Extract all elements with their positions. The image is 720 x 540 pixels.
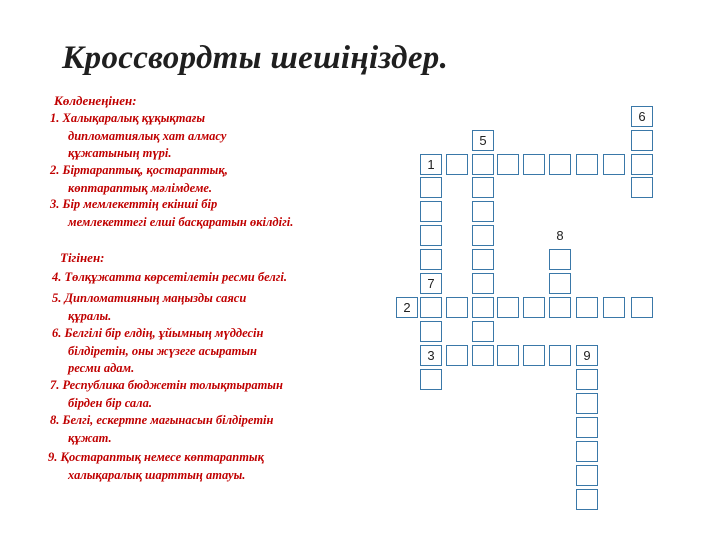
crossword-cell[interactable]	[549, 273, 571, 294]
crossword-cell[interactable]	[549, 154, 571, 175]
crossword-cell[interactable]	[472, 297, 494, 318]
crossword-cell[interactable]	[420, 321, 442, 342]
crossword-cell[interactable]	[523, 154, 545, 175]
clue-number-7: 7	[427, 276, 435, 291]
clue-number-5: 5	[479, 133, 487, 148]
clue-number-2: 2	[403, 300, 411, 315]
crossword-cell[interactable]	[420, 177, 442, 198]
crossword-cell[interactable]	[549, 345, 571, 366]
crossword-cell[interactable]	[631, 177, 653, 198]
crossword-cell[interactable]	[420, 249, 442, 270]
crossword-cell[interactable]	[446, 154, 468, 175]
crossword-cell[interactable]	[603, 297, 625, 318]
clue-8: 8. Белгі, ескертпе мағынасын білдіретін құжат.	[50, 413, 274, 445]
down-heading: Тігінен:	[60, 250, 105, 265]
crossword-cell[interactable]	[603, 154, 625, 175]
crossword-cell[interactable]	[472, 154, 494, 175]
crossword-cell[interactable]	[446, 345, 468, 366]
crossword-cell[interactable]	[576, 441, 598, 462]
crossword-cell[interactable]	[631, 130, 653, 151]
clue-5: 5. Дипломатияның маңызды саяси құралы.	[52, 291, 247, 323]
clue-2: 2. Біртараптық, қостараптық, көптараптық мәлімдеме.	[50, 163, 228, 195]
crossword-cell[interactable]	[576, 393, 598, 414]
clue-7: 7. Республика бюджетін толықтыратын бірден бір сала.	[50, 378, 283, 410]
crossword-cell[interactable]	[420, 201, 442, 222]
crossword-cell[interactable]	[472, 177, 494, 198]
crossword-cell[interactable]	[576, 465, 598, 486]
clue-number-8: 8	[556, 228, 564, 243]
crossword-cell[interactable]	[497, 154, 519, 175]
crossword-cell[interactable]	[576, 369, 598, 390]
clue-number-9: 9	[583, 348, 591, 363]
crossword-cell[interactable]	[576, 297, 598, 318]
crossword-cell[interactable]	[472, 321, 494, 342]
crossword-cell[interactable]	[420, 369, 442, 390]
crossword-cell[interactable]	[523, 345, 545, 366]
crossword-cell[interactable]	[576, 489, 598, 510]
crossword-cell[interactable]	[523, 297, 545, 318]
page-title: Кроссвордты шешіңіздер.	[62, 40, 449, 76]
crossword-cell[interactable]	[631, 297, 653, 318]
clue-1: 1. Халықаралық құқықтағы дипломатиялық хат алмасу құжатының түрі.	[50, 111, 227, 160]
clue-9: 9. Қостараптық немесе көптараптық халықаралық шарттың атауы.	[48, 450, 264, 482]
crossword-cell[interactable]	[472, 273, 494, 294]
crossword-cell[interactable]	[576, 417, 598, 438]
crossword-cell[interactable]	[549, 249, 571, 270]
crossword-cell[interactable]	[576, 154, 598, 175]
clue-4: 4. Төлқұжатта көрсетілетін ресми белгі.	[52, 270, 287, 284]
crossword-cell[interactable]	[446, 297, 468, 318]
crossword-cell[interactable]	[420, 297, 442, 318]
crossword-cell[interactable]	[472, 345, 494, 366]
crossword-cell[interactable]	[472, 249, 494, 270]
crossword-cell[interactable]	[472, 225, 494, 246]
clue-6: 6. Белгілі бір елдің, ұйымның мүддесін білдіретін, оны жүзеге асыратын ресми адам.	[52, 326, 264, 375]
clue-3: 3. Бір мемлекеттің екінші бір мемлекеттегі елші басқаратын өкілдігі.	[50, 197, 294, 229]
clue-number-1: 1	[427, 157, 435, 172]
crossword-cell[interactable]	[497, 345, 519, 366]
across-heading: Көлденеңінен:	[54, 93, 137, 108]
clue-number-3: 3	[427, 348, 435, 363]
clue-number-6: 6	[638, 109, 646, 124]
crossword-cell[interactable]	[420, 225, 442, 246]
crossword-cell[interactable]	[497, 297, 519, 318]
crossword-cell[interactable]	[549, 297, 571, 318]
crossword-cell[interactable]	[472, 201, 494, 222]
crossword-cell[interactable]	[631, 154, 653, 175]
